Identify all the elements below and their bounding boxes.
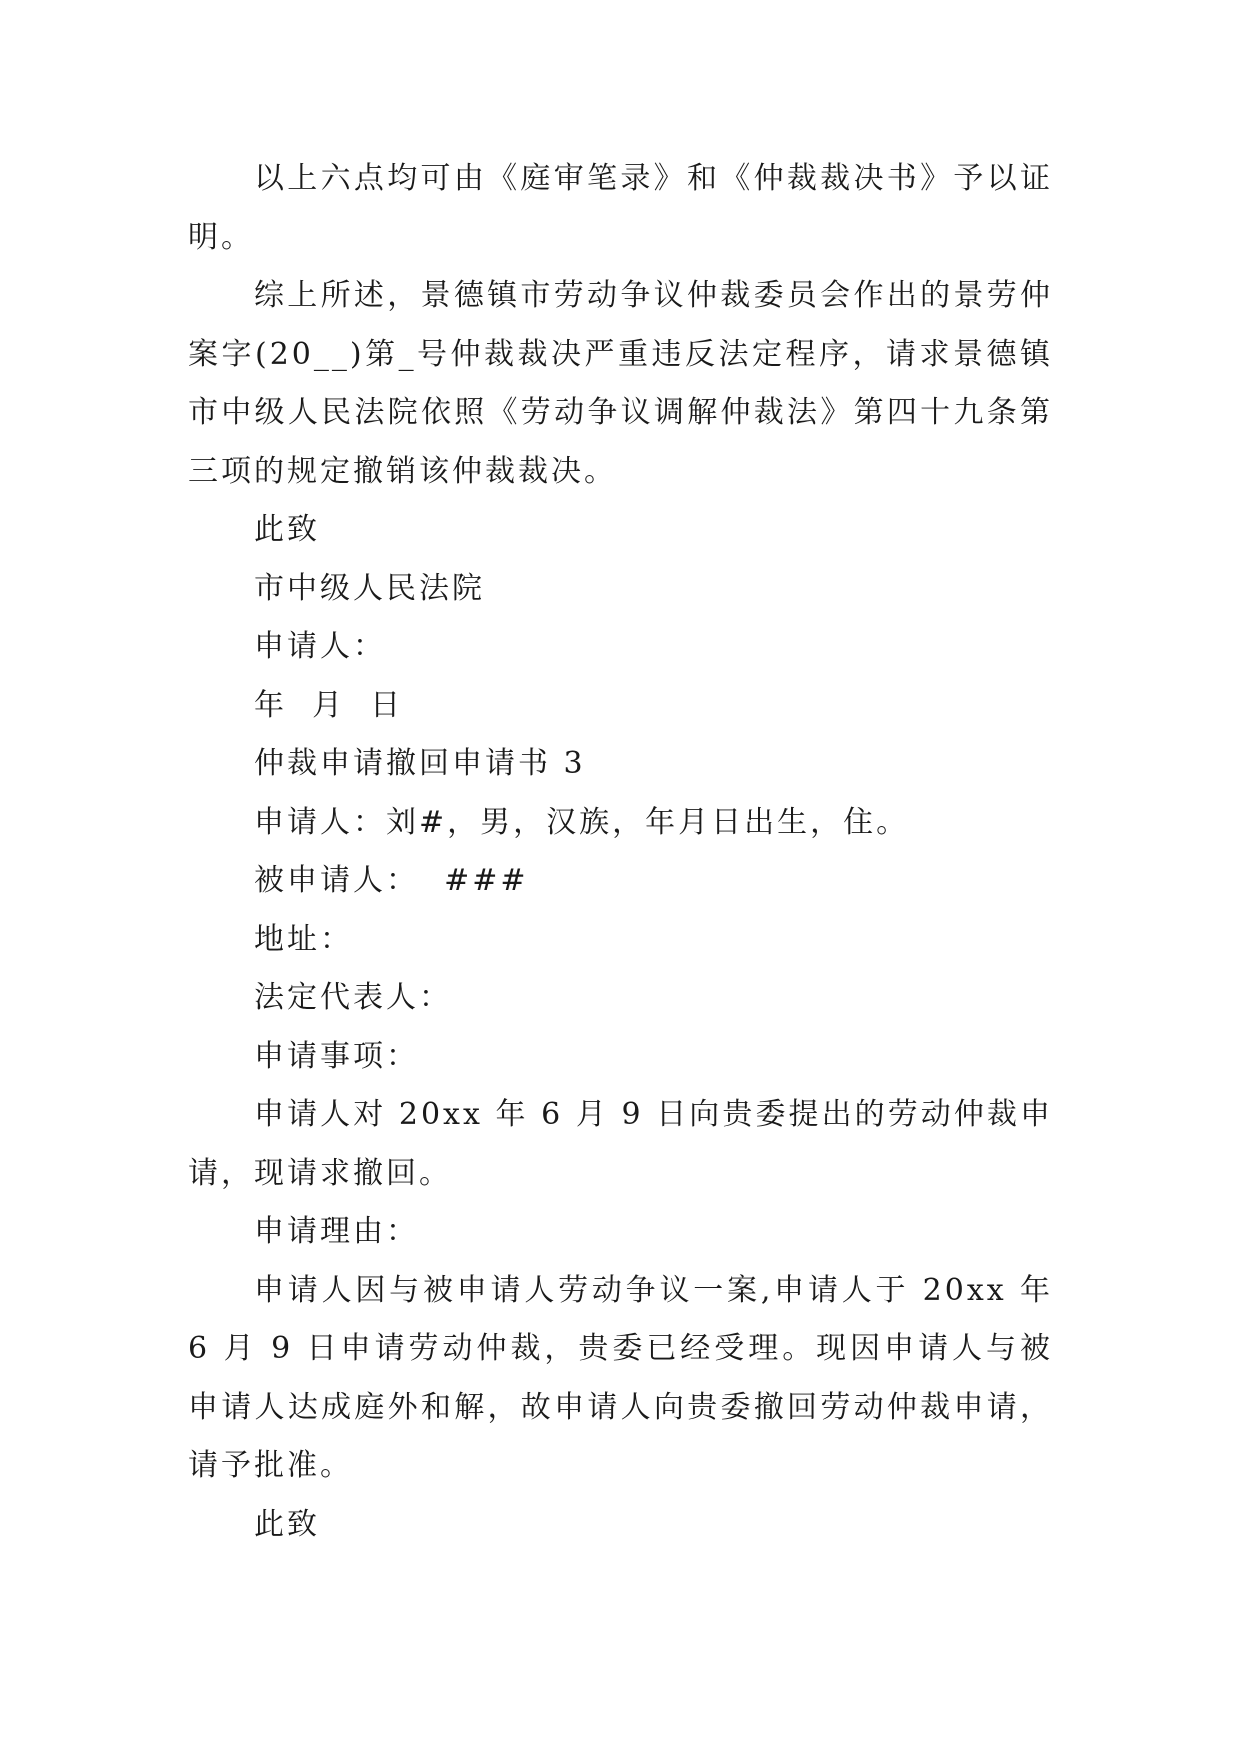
- applicant-info: 申请人：刘#，男，汉族，年月日出生，住。: [254, 804, 910, 840]
- signature-date: 年 月 日: [254, 687, 404, 723]
- applicant-signature: 申请人：: [254, 629, 386, 664]
- reason-content: 申请人因与被申请人劳动争议一案,申请人于 20xx 年 6 月 9 日申请劳动仲裁，贵委已经受理。现因申请人与被申请人达成庭外和解，故申请人向贵委撤回劳动仲裁申请，请予批准。: [188, 1272, 1053, 1483]
- paragraph-conclusion: 综上所述，景德镇市劳动争议仲裁委员会作出的景劳仲案字(20__)第_号仲裁裁决严重违反法定程序，请求景德镇市中级人民法院依照《劳动争议调解仲裁法》第四十九条第三项的规定撤销该仲裁裁决。: [188, 278, 1053, 489]
- request-heading: 申请事项：: [254, 1038, 419, 1074]
- respondent-info: 被申请人： ###: [254, 863, 529, 898]
- salutation: 此致: [254, 512, 320, 547]
- closing-salutation: 此致: [254, 1506, 320, 1542]
- section-title: 仲裁申请撤回申请书 3: [254, 746, 586, 781]
- paragraph-evidence: 以上六点均可由《庭审笔录》和《仲裁裁决书》予以证明。: [188, 161, 1053, 255]
- recipient-court: 市中级人民法院: [254, 570, 485, 606]
- reason-heading: 申请理由：: [254, 1214, 419, 1249]
- legal-representative-line: 法定代表人：: [254, 980, 452, 1015]
- document-body: [188, 150, 1053, 1554]
- request-content: 申请人对 20xx 年 6 月 9 日向贵委提出的劳动仲裁申请，现请求撤回。: [188, 1097, 1053, 1191]
- address-line: 地址：: [254, 921, 353, 957]
